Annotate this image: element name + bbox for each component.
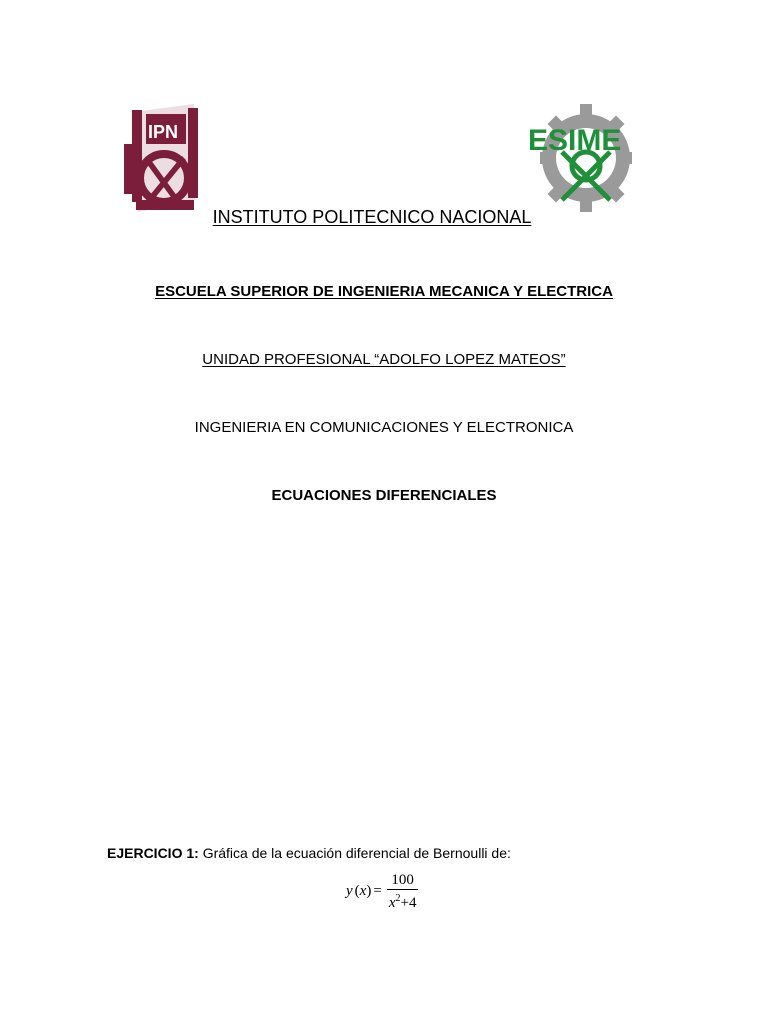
exercise-text: Gráfica de la ecuación diferencial de Bernoulli de: (198, 845, 511, 861)
school-title: ESCUELA SUPERIOR DE INGENIERIA MECANICA Y ELECTRICA (155, 283, 613, 300)
esime-logo-graphic (526, 102, 646, 214)
course-title: ECUACIONES DIFERENCIALES (271, 487, 497, 504)
bernoulli-equation (346, 872, 420, 911)
exercise-statement (107, 845, 511, 861)
ipn-logo (124, 104, 204, 216)
equation-denominator (385, 890, 421, 911)
equation-numerator: 100 (387, 872, 418, 890)
equation-lhs-open: ( (354, 883, 360, 899)
equation-den-var: x (388, 895, 396, 911)
equation-equals: = (373, 883, 382, 899)
equation-fraction (385, 872, 421, 911)
equation-den-rest: +4 (400, 895, 417, 911)
institution-title: INSTITUTO POLITECNICO NACIONAL (212, 207, 532, 227)
equation-lhs-y: y (346, 883, 353, 899)
ipn-logo-graphic (124, 104, 204, 216)
ipn-logo-letters: IPN (148, 122, 179, 142)
equation-lhs-close: ) (366, 883, 372, 899)
program-title: INGENIERIA EN COMUNICACIONES Y ELECTRONICA (194, 419, 574, 436)
esime-logo (526, 102, 646, 214)
equation-den-exp: 2 (395, 893, 401, 904)
equation-lhs-x: x (359, 883, 367, 899)
esime-logo-letters: ESIME (528, 124, 622, 157)
unit-title: UNIDAD PROFESIONAL “ADOLFO LOPEZ MATEOS” (202, 351, 566, 368)
exercise-label: EJERCICIO 1: (107, 845, 199, 861)
